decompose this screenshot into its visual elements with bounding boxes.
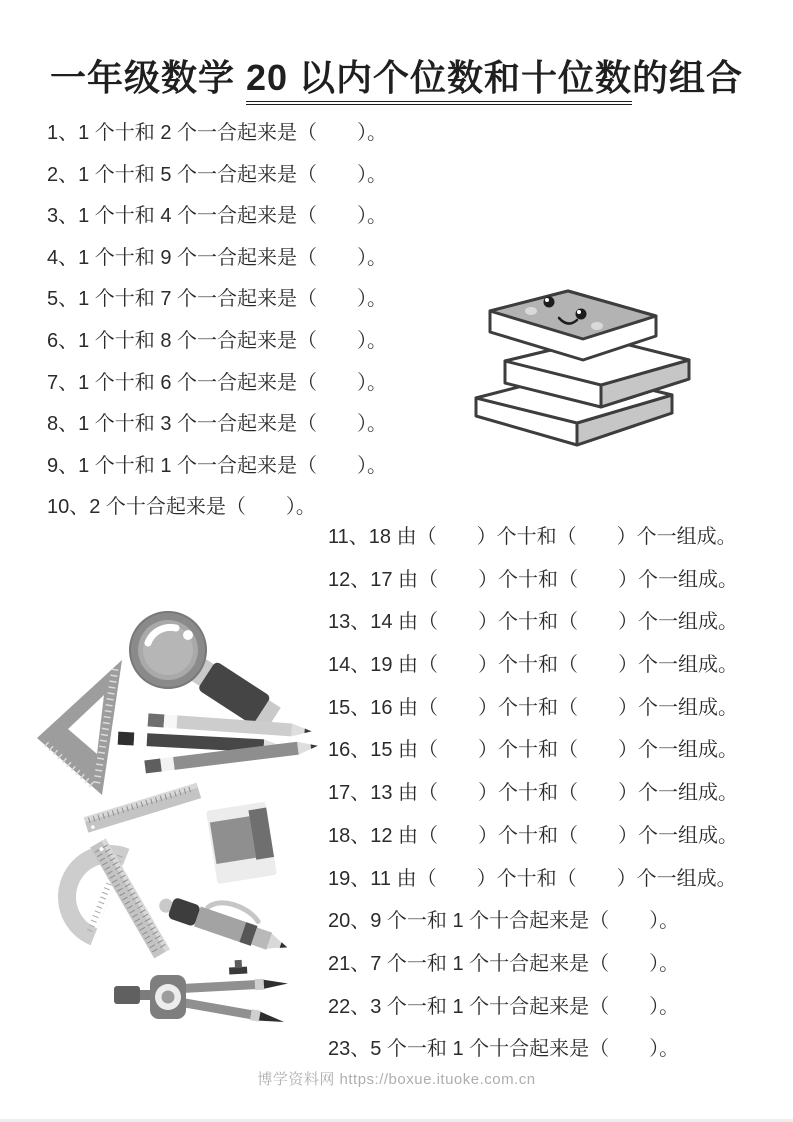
books-illustration — [473, 285, 721, 447]
questions-right-column — [328, 516, 738, 1071]
pen-icon — [156, 882, 295, 958]
question-line: 21、7 个一和 1 个十合起来是（ ）。 — [328, 952, 680, 975]
question-line: 3、1 个十和 4 个一合起来是（ ）。 — [47, 205, 388, 228]
title-underlined: 20 以内个位数和十位数 — [246, 57, 632, 105]
question-line: 10、2 个十合起来是（ ）。 — [47, 496, 316, 519]
question-line: 7、1 个十和 6 个一合起来是（ ）。 — [47, 371, 388, 394]
question-line: 23、5 个一和 1 个十合起来是（ ）。 — [328, 1038, 680, 1061]
question-line: 17、13 由（ ）个十和（ ）个一组成。 — [328, 782, 739, 805]
question-line: 18、12 由（ ）个十和（ ）个一组成。 — [328, 824, 739, 847]
title-prefix: 一年级数学 — [49, 57, 246, 98]
compass-icon — [114, 957, 288, 1025]
footer-credit: 博学资料网 https://boxue.ituoke.com.cn — [257, 1071, 536, 1088]
question-line: 12、17 由（ ）个十和（ ）个一组成。 — [328, 568, 739, 591]
question-line: 5、1 个十和 7 个一合起来是（ ）。 — [47, 288, 388, 311]
question-line: 15、16 由（ ）个十和（ ）个一组成。 — [328, 696, 739, 719]
question-line: 16、15 由（ ）个十和（ ）个一组成。 — [328, 739, 739, 762]
question-line: 1、1 个十和 2 个一合起来是（ ）。 — [47, 122, 388, 144]
questions-left-column — [47, 113, 387, 529]
set-square-icon — [37, 660, 122, 795]
question-line: 14、19 由（ ）个十和（ ）个一组成。 — [328, 654, 739, 677]
eraser-icon — [206, 802, 277, 884]
page-title — [0, 50, 793, 101]
question-line: 6、1 个十和 8 个一合起来是（ ）。 — [47, 329, 388, 352]
question-line: 20、9 个一和 1 个十合起来是（ ）。 — [328, 910, 680, 933]
question-line: 2、1 个十和 5 个一合起来是（ ）。 — [47, 163, 388, 186]
stationery-illustration — [30, 595, 330, 1055]
question-line: 4、1 个十和 9 个一合起来是（ ）。 — [47, 246, 388, 269]
question-line: 11、18 由（ ）个十和（ ）个一组成。 — [328, 526, 737, 548]
title-suffix: 的组合 — [632, 57, 744, 98]
question-line: 8、1 个十和 3 个一合起来是（ ）。 — [47, 413, 388, 436]
question-line: 9、1 个十和 1 个一合起来是（ ）。 — [47, 454, 388, 477]
question-line: 22、3 个一和 1 个十合起来是（ ）。 — [328, 995, 680, 1018]
pencils-icon — [118, 713, 319, 773]
question-line: 13、14 由（ ）个十和（ ）个一组成。 — [328, 611, 739, 634]
question-line: 19、11 由（ ）个十和（ ）个一组成。 — [328, 867, 737, 890]
